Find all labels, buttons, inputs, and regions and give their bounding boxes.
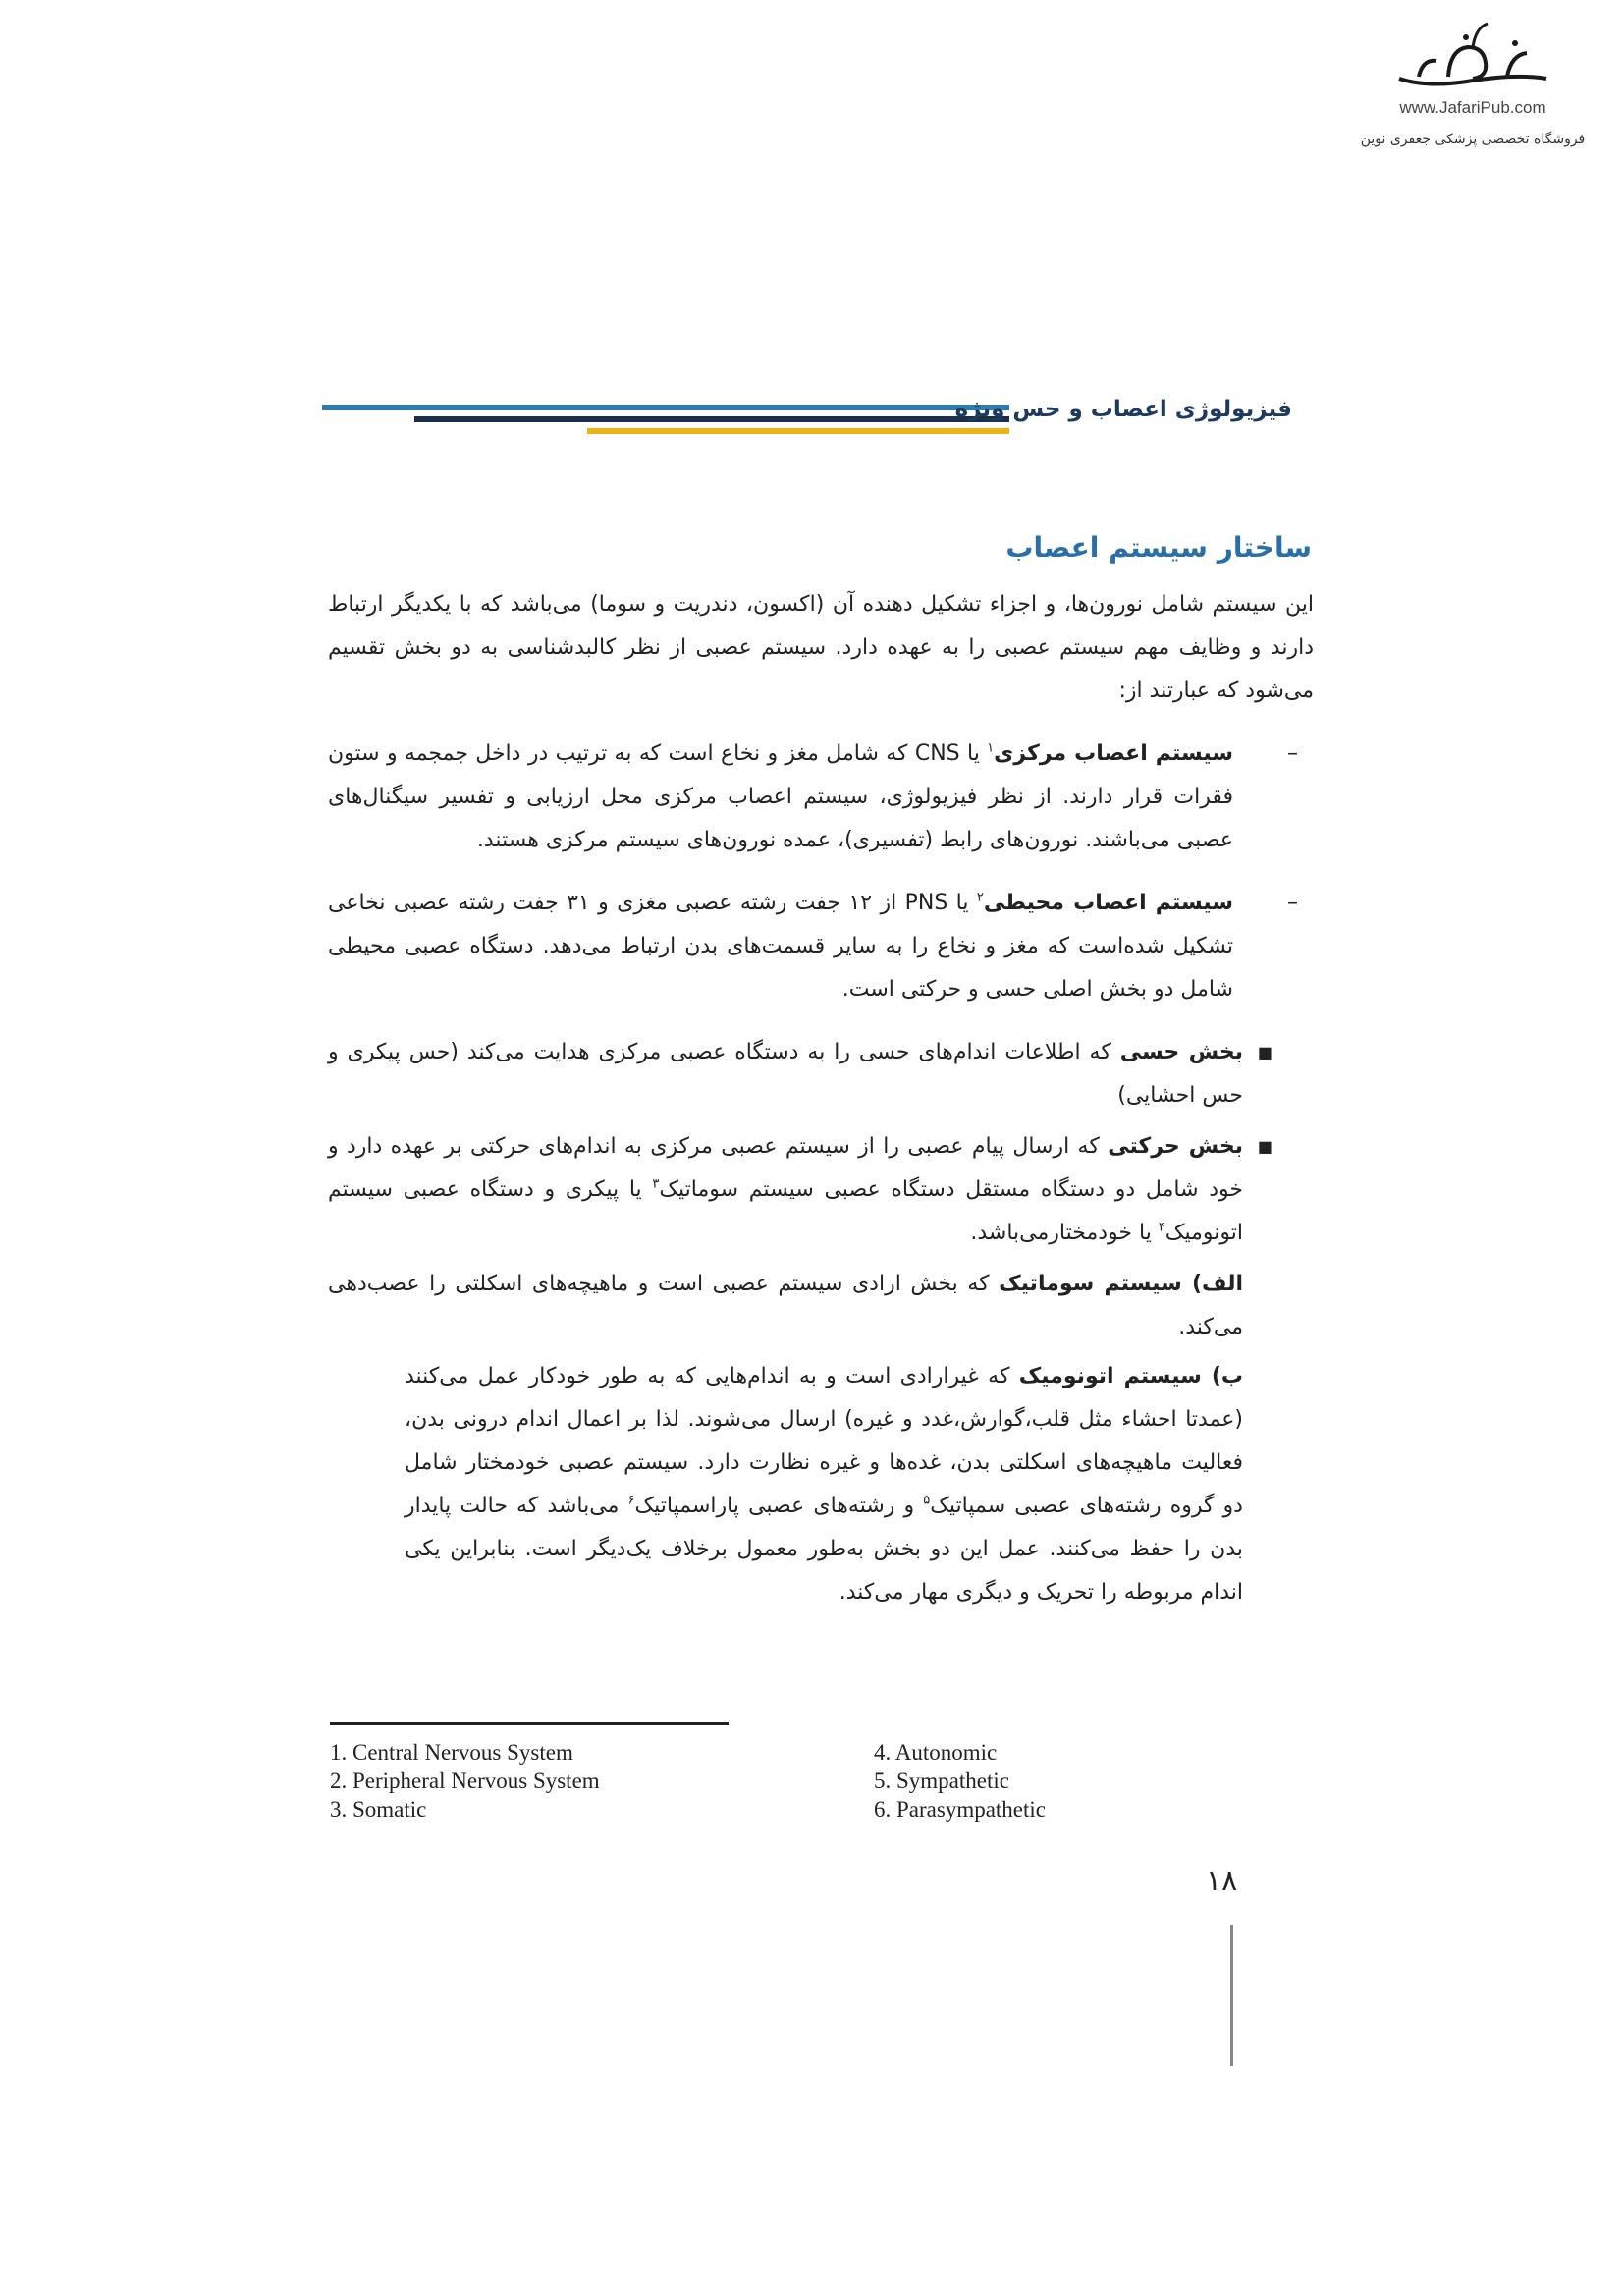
somatic-text: که بخش ارادی سیستم عصبی است و ماهیچه‌های اسکلتی را عصب‌دهی می‌کند. [328, 1272, 1243, 1339]
footnote-ref: ۴ [1158, 1220, 1165, 1235]
pns-term: سیستم اعصاب محیطی [983, 891, 1233, 915]
footnote-2: 2. Peripheral Nervous System [330, 1769, 600, 1793]
footnote-ref: ۶ [627, 1493, 635, 1508]
footnote-ref: ۳ [652, 1176, 660, 1192]
pns-text: یا PNS از ۱۲ جفت رشته عصبی مغزی و ۳۱ جفت رشته عصبی نخاعی تشکیل شده‌است که مغز و نخاع را به سایر قسمت‌های بدن ارتباط می‌دهد. دستگاه عصبی محیطی شامل دو بخش اصلی حسی و حرکتی است. [328, 891, 1233, 1002]
footnotes-right [874, 1738, 1046, 1823]
footnote-1: 1. Central Nervous System [330, 1740, 573, 1765]
footnote-ref: ۱ [987, 740, 995, 756]
dash-bullet-icon: – [1287, 741, 1298, 766]
footnote-ref: ۲ [976, 890, 984, 905]
calligraphy-logo-icon [1389, 20, 1556, 96]
sensory-term: بخش حسی [1119, 1040, 1243, 1064]
autonomic-text-3: می‌باشد که حالت پایدار بدن را حفظ می‌کنند. عمل این دو بخش به‌طور معمول برخلاف یک‌دیگر است. بنابراین یکی اندام مربوطه را تحریک و دیگری مهار می‌کند. [405, 1494, 1243, 1605]
footnotes-left [330, 1738, 600, 1823]
header-rule-bottom [587, 428, 1009, 434]
autonomic-term: ب) سیستم اتونومیک [1018, 1364, 1243, 1388]
section-body [328, 583, 1314, 1614]
logo-subtitle: فروشگاه تخصصی پزشکی جعفری نوین [1360, 132, 1586, 147]
logo-url: www.JafariPub.com [1399, 98, 1546, 117]
motor-text-2: یا پیکری و دستگاه عصبی سیستم اتونومیک [328, 1177, 1243, 1245]
section-title: ساختار سیستم اعصاب [1005, 531, 1312, 564]
somatic-term: الف) سیستم سوماتیک [999, 1272, 1244, 1296]
square-bullet-icon: ■ [1257, 1043, 1272, 1061]
page-side-line [1230, 1925, 1233, 2066]
footnote-ref: ۵ [923, 1493, 931, 1508]
list-item-somatic [328, 1263, 1314, 1349]
footnote-5: 5. Sympathetic [874, 1769, 1009, 1793]
footnote-4: 4. Autonomic [874, 1740, 998, 1765]
page-number: ۱۸ [1206, 1864, 1238, 1898]
list-item-autonomic [328, 1355, 1314, 1614]
header-rule-middle [414, 416, 1009, 422]
autonomic-text-2: و رشته‌های عصبی پاراسمپاتیک [634, 1494, 924, 1518]
footnote-6: 6. Parasympathetic [874, 1797, 1047, 1822]
footnote-3: 3. Somatic [330, 1797, 427, 1822]
sensory-text: که اطلاعات اندام‌های حسی را به دستگاه عصبی مرکزی هدایت می‌کند (حس پیکری و حس احشایی) [328, 1040, 1243, 1108]
dash-bullet-icon: – [1287, 891, 1298, 915]
publisher-logo [1335, 20, 1610, 187]
motor-text-3: یا خودمختارمی‌باشد. [970, 1221, 1159, 1245]
motor-text-1: که ارسال پیام عصبی را از سیستم عصبی مرکزی به اندام‌های حرکتی بر عهده دارد و خود شامل دو دستگاه مستقل دستگاه عصبی سیستم سوماتیک [328, 1134, 1243, 1202]
header-rule-top [322, 405, 1009, 410]
footnote-divider [330, 1722, 729, 1725]
list-item-motor [328, 1125, 1314, 1255]
intro-paragraph: این سیستم شامل نورون‌ها، و اجزاء تشکیل دهنده آن (اکسون، دندریت و سوما) می‌باشد که با یکدیگر ارتباط دارند و وظایف مهم سیستم عصبی را به عهده دارد. سیستم عصبی از نظر کالبدشناسی به دو بخش تقسیم می‌شود که عبارتند از: [328, 592, 1314, 703]
list-item-cns [328, 733, 1314, 862]
list-item-pns [328, 882, 1314, 1011]
cns-term: سیستم اعصاب مرکزی [994, 741, 1234, 766]
chapter-header-title: فیزیولوژی اعصاب و حس ویژه [954, 397, 1292, 422]
list-item-sensory [328, 1031, 1314, 1117]
autonomic-text-1: که غیرارادی است و به اندام‌هایی که به طور خودکار عمل می‌کنند (عمدتا احشاء مثل قلب،گوارش،غدد و غیره) ارسال می‌شوند. لذا بر اعمال اندام درونی بدن، فعالیت ماهیچه‌های اسکلتی بدن، غده‌ها و غیره نظارت دارد. سیستم عصبی خودمختار شامل دو گروه رشته‌های عصبی سمپاتیک [405, 1364, 1243, 1518]
square-bullet-icon: ■ [1257, 1137, 1272, 1156]
cns-text: یا CNS که شامل مغز و نخاع است که به ترتیب در داخل جمجمه و ستون فقرات قرار دارند. از نظر فیزیولوژی، سیستم اعصاب مرکزی محل ارزیابی و تفسیر سیگنال‌های عصبی می‌باشند. نورون‌های رابط (تفسیری)، عمده نورون‌های سیستم مرکزی هستند. [328, 741, 1233, 852]
motor-term: بخش حرکتی [1108, 1134, 1243, 1159]
